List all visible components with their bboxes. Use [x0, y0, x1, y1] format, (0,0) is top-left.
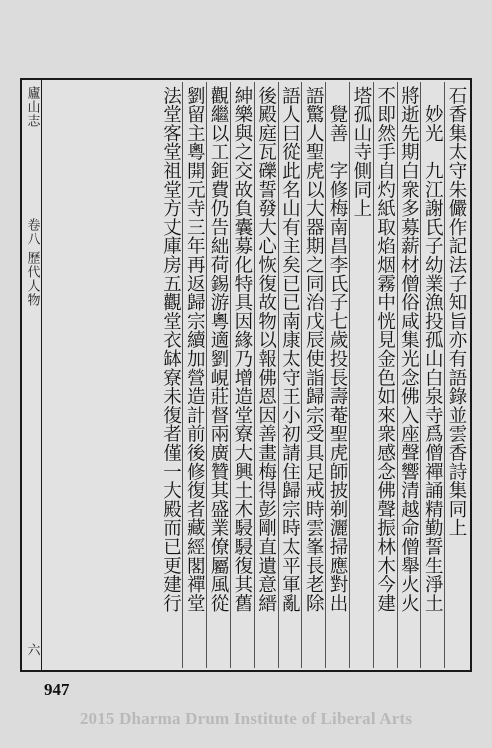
text-column: 不即然手自灼紙取焰烟霧中恍見金色如來衆感念佛聲振林木今建 — [373, 82, 397, 668]
text-column: 後殿庭瓦礫誓發大心恢復故物以報佛恩因善畫梅得彭剛直遺意縉 — [254, 82, 278, 668]
text-column: 將逝先期白衆多募薪材僧俗咸集光念佛入座聲響清越命僧舉火火 — [397, 82, 421, 668]
text-column: 觀繼以工鉅費仍告絀荷錫游粵適劉峴莊督兩廣贊其盛業僚屬風從 — [206, 82, 230, 668]
page-number: 947 — [44, 680, 70, 699]
text-column: 法堂客堂祖堂方丈庫房五觀堂衣缽寮未復者僅一大殿而已更建行 — [160, 86, 182, 613]
text-column: 石香集太守朱儼作記法子知旨亦有語錄並雲香詩集同上 — [444, 82, 468, 668]
text-column: 紳樂與之交故負囊募化特具因緣乃增造堂寮大興土木駸駸復其舊 — [230, 82, 254, 668]
text-column: 妙光 九江謝氏子幼業漁投孤山白泉寺爲僧禪誦精勤誓生淨土 — [420, 82, 444, 668]
text-column: 覺善 字修梅南昌李氏子七歲投長壽菴聖虎師披剃灑掃應對出 — [325, 82, 349, 668]
margin-chapter: 卷八 歷代人物 — [24, 218, 40, 308]
text-frame — [20, 78, 472, 672]
text-column: 塔孤山寺側同上 — [349, 82, 373, 668]
text-column: 劉留主粵開元寺三年再返歸宗續加營造計前後修復者藏經閣禪堂 — [182, 82, 206, 668]
margin-lower-label: 六 — [24, 643, 40, 656]
watermark: 2015 Dharma Drum Institute of Liberal Arts — [79, 709, 413, 728]
text-column: 語驚人聖虎以大器期之同治戊辰使詣歸宗受具足戒時雲峯長老除 — [301, 82, 325, 668]
margin-strip — [22, 80, 42, 670]
text-columns — [44, 82, 468, 668]
text-column: 語人曰從此名山有主矣已已南康太守王小初請住歸宗時太平軍亂 — [278, 82, 302, 668]
margin-title: 廬山志 — [24, 86, 40, 128]
